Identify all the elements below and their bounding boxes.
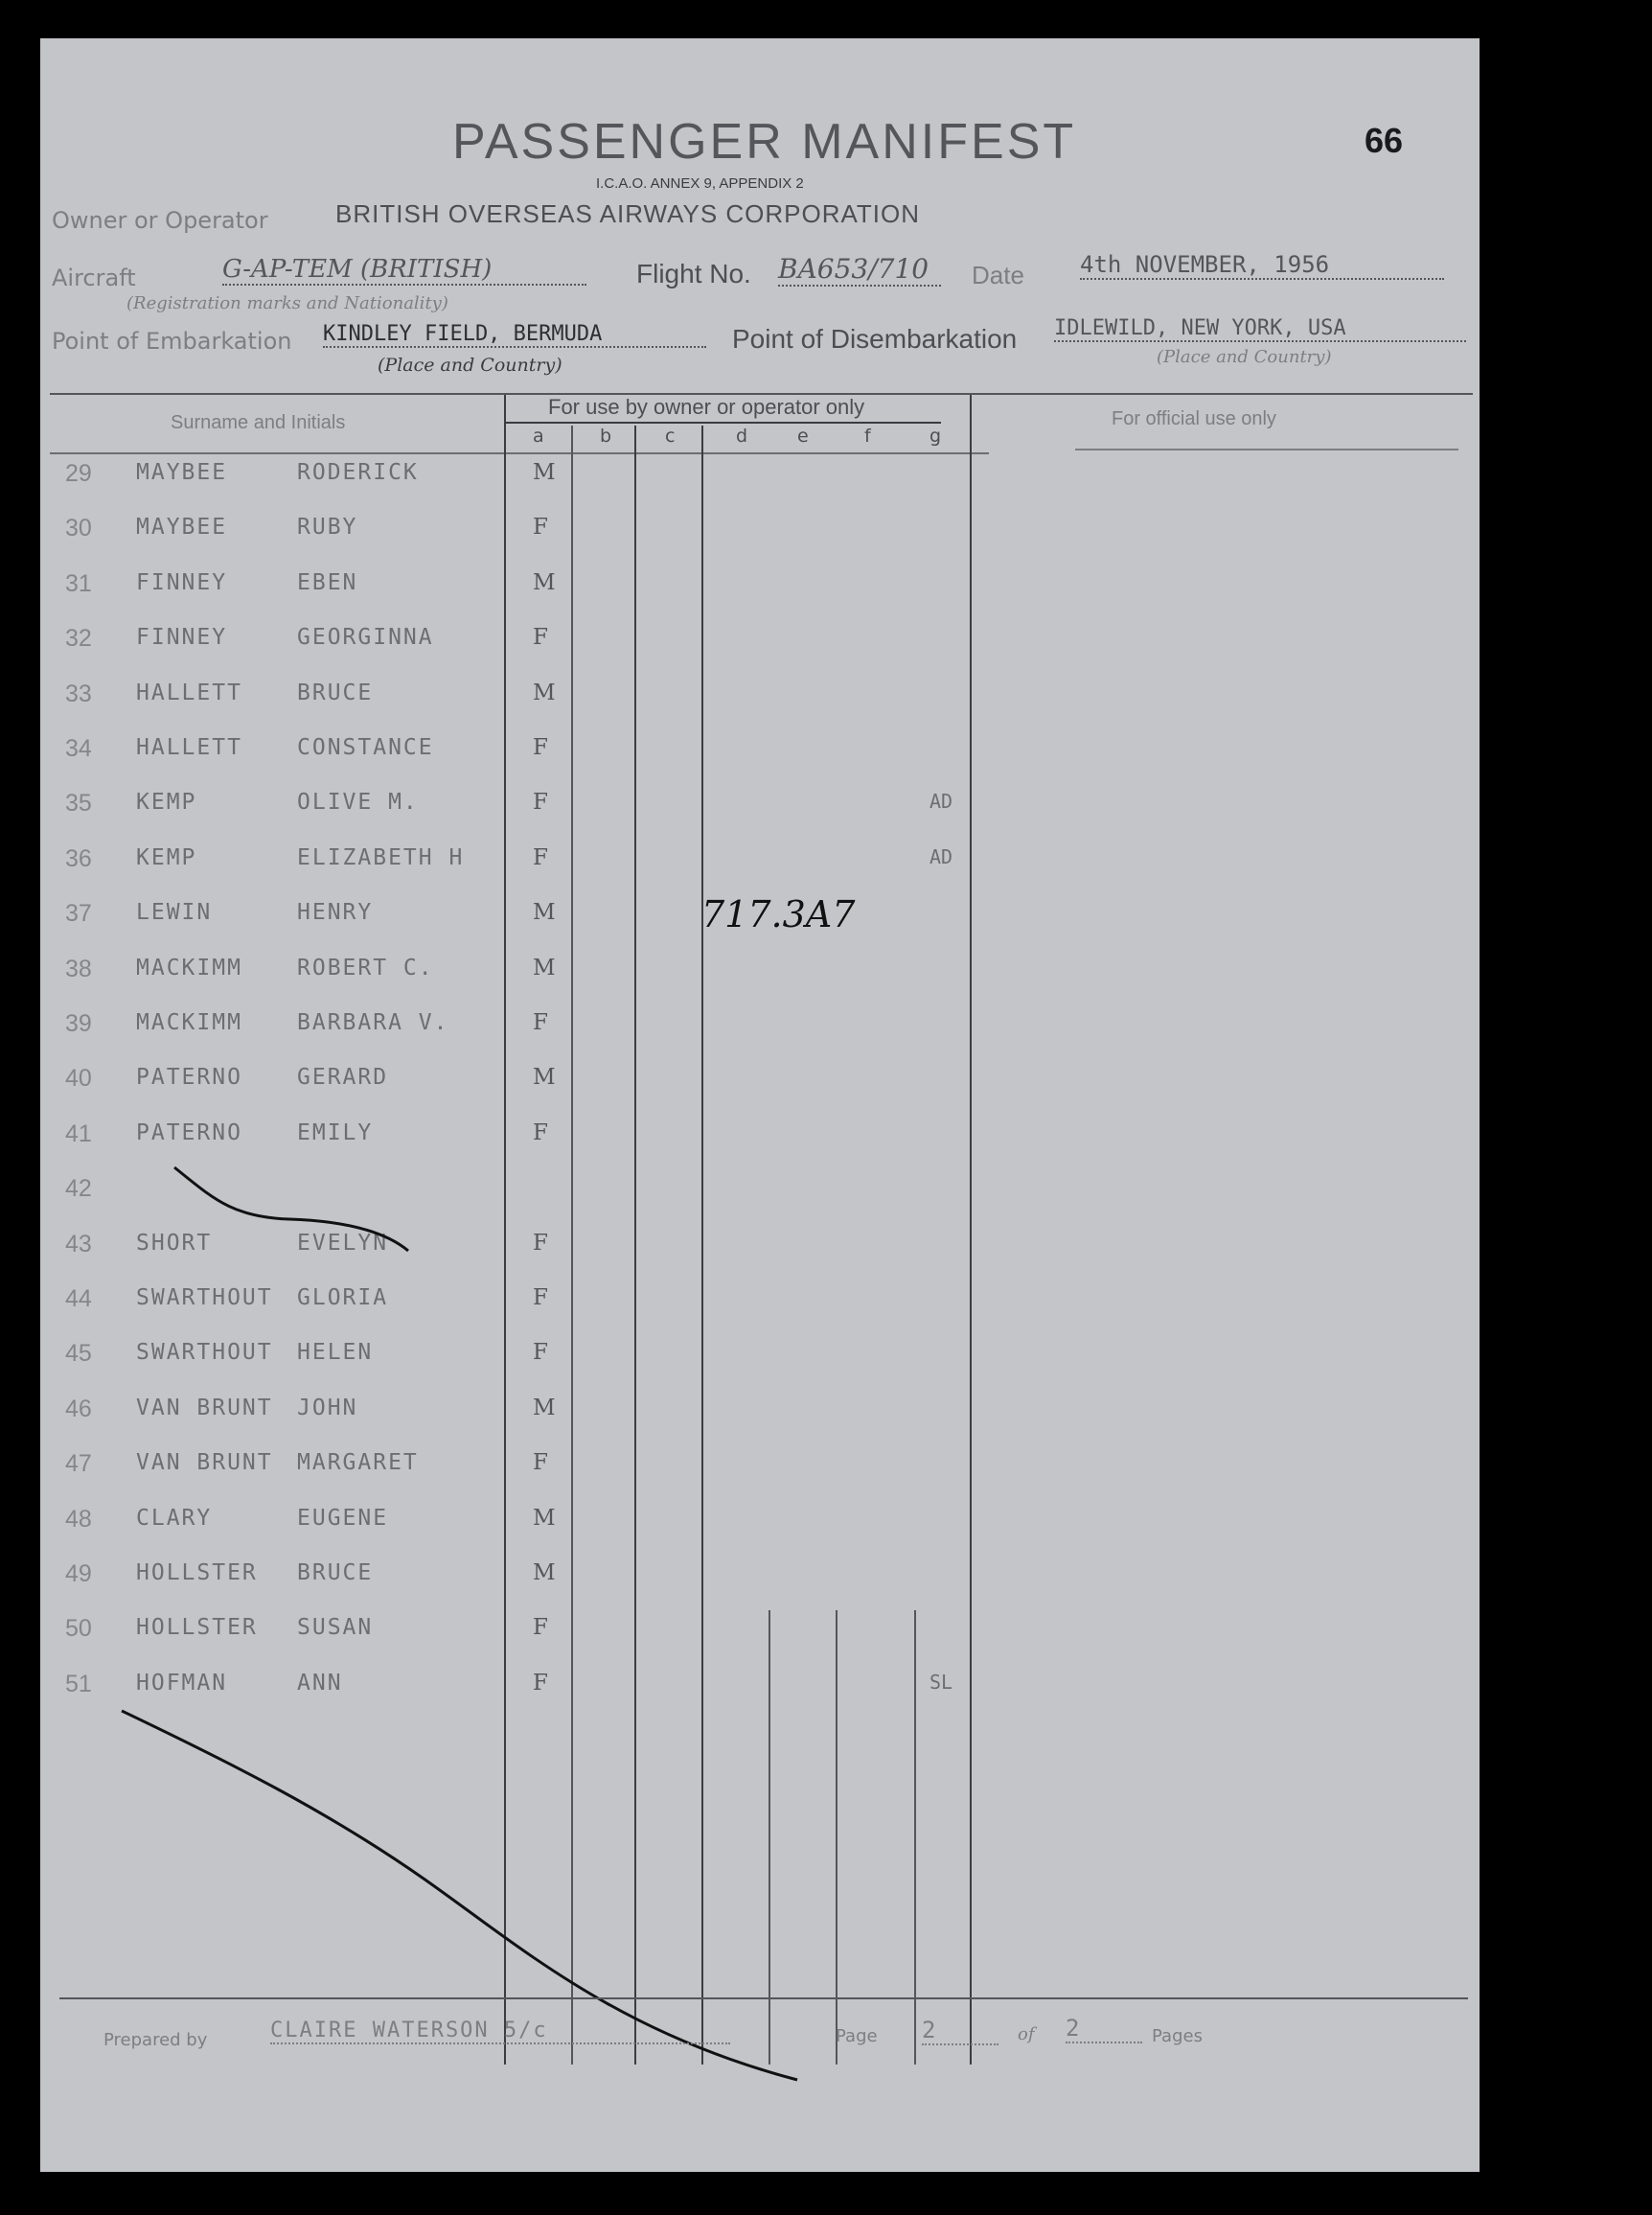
- passenger-column-g: SL: [929, 1671, 953, 1694]
- passenger-number: 39: [65, 1010, 92, 1037]
- passenger-surname: HALLETT: [136, 681, 242, 705]
- passenger-number: 47: [65, 1450, 92, 1477]
- passenger-surname: HOLLSTER: [136, 1615, 258, 1640]
- operator-value: BRITISH OVERSEAS AIRWAYS CORPORATION: [335, 199, 921, 228]
- passenger-number: 48: [65, 1506, 92, 1533]
- date-label: Date: [972, 261, 1024, 289]
- manifest-subtitle: I.C.A.O. ANNEX 9, APPENDIX 2: [596, 175, 804, 192]
- passenger-surname: LEWIN: [136, 900, 213, 925]
- passenger-given-name: EMILY: [297, 1120, 374, 1145]
- passenger-sex: M: [533, 1065, 556, 1090]
- passenger-number: 29: [65, 460, 92, 487]
- passenger-number: 37: [65, 900, 92, 927]
- passenger-surname: FINNEY: [136, 570, 228, 595]
- passenger-sex: F: [533, 790, 548, 815]
- passenger-number: 32: [65, 625, 92, 652]
- passenger-number: 38: [65, 956, 92, 982]
- passenger-given-name: EBEN: [297, 570, 358, 595]
- aircraft-label: Aircraft: [52, 265, 136, 291]
- passenger-given-name: GERARD: [297, 1065, 389, 1090]
- date-value: 4th NOVEMBER, 1956: [1080, 251, 1444, 280]
- passenger-sex: F: [533, 625, 548, 650]
- passenger-number: 45: [65, 1340, 92, 1367]
- column-letter-a: a: [533, 426, 544, 447]
- passenger-number: 43: [65, 1231, 92, 1257]
- passenger-sex: F: [533, 735, 548, 760]
- passenger-surname: MACKIMM: [136, 956, 242, 981]
- column-letter-g: g: [929, 426, 942, 447]
- passenger-number: 34: [65, 735, 92, 762]
- prepared-by-value: CLAIRE WATERSON 5/c: [270, 2019, 730, 2044]
- passenger-given-name: RODERICK: [297, 460, 419, 485]
- passenger-sex: F: [533, 1120, 548, 1145]
- passenger-given-name: JOHN: [297, 1396, 358, 1420]
- passenger-number: 44: [65, 1285, 92, 1312]
- prepared-by-label: Prepared by: [103, 2030, 208, 2050]
- passenger-column-g: AD: [929, 845, 953, 868]
- pages-label: Pages: [1152, 2026, 1203, 2046]
- aircraft-caption: (Registration marks and Nationality): [126, 293, 448, 313]
- passenger-given-name: CONSTANCE: [297, 735, 434, 760]
- passenger-surname: CLARY: [136, 1506, 213, 1531]
- passenger-surname: KEMP: [136, 790, 197, 815]
- passenger-sex: F: [533, 1450, 548, 1475]
- passenger-number: 35: [65, 790, 92, 817]
- pen-strokes: [40, 38, 1480, 2172]
- passenger-given-name: MARGARET: [297, 1450, 419, 1475]
- passenger-sex: F: [533, 1010, 548, 1035]
- embarkation-caption: (Place and Country): [378, 355, 562, 376]
- passenger-number: 30: [65, 515, 92, 542]
- passenger-given-name: BRUCE: [297, 1560, 374, 1585]
- passenger-sex: M: [533, 900, 556, 925]
- passenger-sex: F: [533, 1671, 548, 1696]
- page-number-stamp: 66: [1365, 121, 1404, 160]
- passenger-sex: F: [533, 1615, 548, 1640]
- manifest-title: PASSENGER MANIFEST: [452, 114, 1077, 170]
- passenger-sex: F: [533, 515, 548, 540]
- passenger-surname: FINNEY: [136, 625, 228, 650]
- disembarkation-label: Point of Disembarkation: [732, 324, 1018, 354]
- aircraft-value: G-AP-TEM (BRITISH): [222, 255, 586, 286]
- passenger-given-name: ANN: [297, 1671, 343, 1696]
- passenger-sex: M: [533, 1506, 556, 1531]
- passenger-given-name: ELIZABETH H: [297, 845, 465, 870]
- passenger-given-name: OLIVE M.: [297, 790, 419, 815]
- owner-use-header: For use by owner or operator only: [548, 395, 865, 419]
- passenger-sex: M: [533, 1396, 556, 1420]
- passenger-sex: M: [533, 570, 556, 595]
- cancel-stroke-row-42: [174, 1167, 408, 1251]
- passenger-given-name: BARBARA V.: [297, 1010, 449, 1035]
- passenger-given-name: GEORGINNA: [297, 625, 434, 650]
- passenger-surname: HOLLSTER: [136, 1560, 258, 1585]
- disembarkation-value: IDLEWILD, NEW YORK, USA: [1054, 316, 1466, 342]
- column-letter-f: f: [864, 426, 871, 447]
- flight-label: Flight No.: [636, 259, 751, 288]
- passenger-surname: PATERNO: [136, 1065, 242, 1090]
- passenger-number: 36: [65, 845, 92, 872]
- page-value: 2: [922, 2017, 998, 2045]
- passenger-column-g: AD: [929, 790, 953, 813]
- passenger-sex: F: [533, 1231, 548, 1256]
- handwritten-note: 717.3A7: [701, 893, 856, 935]
- passenger-given-name: GLORIA: [297, 1285, 389, 1310]
- column-letter-d: d: [736, 426, 748, 447]
- passenger-surname: MACKIMM: [136, 1010, 242, 1035]
- table-bottom-rule: [59, 1997, 1468, 1999]
- passenger-given-name: HENRY: [297, 900, 374, 925]
- passenger-sex: F: [533, 1340, 548, 1365]
- passenger-number: 41: [65, 1120, 92, 1147]
- passenger-given-name: EVELYN: [297, 1231, 389, 1256]
- operator-label: Owner or Operator: [52, 207, 268, 234]
- passenger-surname: PATERNO: [136, 1120, 242, 1145]
- passenger-surname: MAYBEE: [136, 515, 228, 540]
- passenger-surname: SWARTHOUT: [136, 1340, 273, 1365]
- official-use-header: For official use only: [1112, 408, 1276, 429]
- passenger-given-name: ROBERT C.: [297, 956, 434, 981]
- page-label: Page: [836, 2026, 878, 2046]
- passenger-sex: F: [533, 845, 548, 870]
- of-label: of: [1018, 2024, 1035, 2044]
- column-letter-b: b: [600, 426, 612, 447]
- passenger-sex: M: [533, 460, 556, 485]
- passenger-number: 31: [65, 570, 92, 597]
- passenger-surname: VAN BRUNT: [136, 1396, 273, 1420]
- passenger-given-name: EUGENE: [297, 1506, 389, 1531]
- passenger-surname: MAYBEE: [136, 460, 228, 485]
- passenger-surname: VAN BRUNT: [136, 1450, 273, 1475]
- passenger-sex: F: [533, 1285, 548, 1310]
- passenger-given-name: HELEN: [297, 1340, 374, 1365]
- passenger-number: 42: [65, 1175, 92, 1202]
- manifest-sheet: [40, 38, 1480, 2172]
- passenger-number: 33: [65, 681, 92, 707]
- passenger-number: 50: [65, 1615, 92, 1642]
- flight-value: BA653/710: [778, 253, 941, 287]
- embarkation-label: Point of Embarkation: [52, 328, 292, 355]
- passenger-number: 46: [65, 1396, 92, 1422]
- passenger-number: 49: [65, 1560, 92, 1587]
- passenger-given-name: BRUCE: [297, 681, 374, 705]
- passenger-surname: KEMP: [136, 845, 197, 870]
- passenger-given-name: RUBY: [297, 515, 358, 540]
- disembarkation-caption: (Place and Country): [1157, 347, 1332, 367]
- passenger-sex: M: [533, 956, 556, 981]
- passenger-surname: HOFMAN: [136, 1671, 228, 1696]
- passenger-number: 40: [65, 1065, 92, 1092]
- embarkation-value: KINDLEY FIELD, BERMUDA: [323, 322, 706, 348]
- passenger-sex: M: [533, 681, 556, 705]
- passenger-sex: M: [533, 1560, 556, 1585]
- column-letter-c: c: [665, 426, 676, 447]
- passenger-number: 51: [65, 1671, 92, 1697]
- passenger-given-name: SUSAN: [297, 1615, 374, 1640]
- passenger-surname: SHORT: [136, 1231, 213, 1256]
- column-letter-e: e: [797, 426, 809, 447]
- total-pages-value: 2: [1066, 2015, 1142, 2043]
- passenger-surname: SWARTHOUT: [136, 1285, 273, 1310]
- passenger-surname: HALLETT: [136, 735, 242, 760]
- surname-header: Surname and Initials: [171, 412, 346, 433]
